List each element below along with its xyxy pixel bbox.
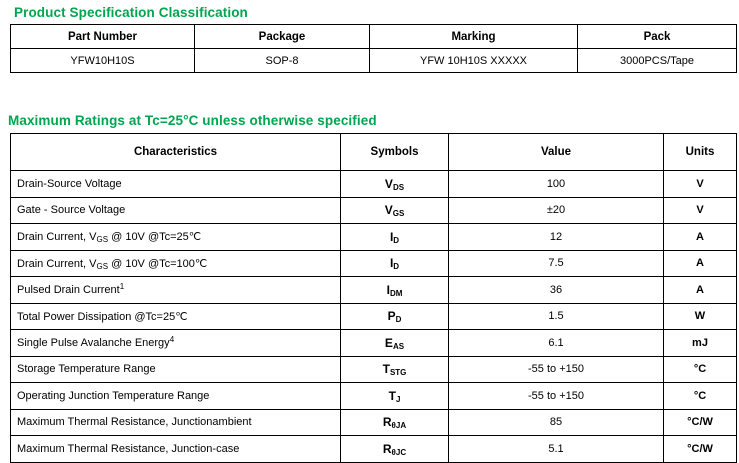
cell-value: 85	[449, 409, 664, 436]
symbol-main: T	[388, 388, 396, 403]
page-title-maximum-ratings: Maximum Ratings at Tc=25°C unless otherwise specified	[8, 113, 377, 128]
symbol-subscript: STG	[389, 368, 407, 378]
table-row	[11, 383, 737, 410]
symbol-main: T	[382, 362, 390, 377]
column-header-value: Value	[449, 134, 664, 171]
symbol-main: P	[387, 309, 396, 324]
cell-characteristic: Storage Temperature Range	[11, 356, 341, 383]
symbol-subscript: GS	[392, 209, 405, 219]
symbol-subscript: D	[393, 235, 400, 245]
cell-symbol	[341, 436, 449, 463]
table-row	[11, 224, 737, 251]
symbol-main: V	[384, 203, 393, 218]
symbol-main: I	[389, 256, 394, 271]
symbol-subscript: θJC	[391, 447, 407, 457]
cell-unit: V	[664, 197, 737, 224]
cell-value: 100	[449, 171, 664, 198]
cell-symbol	[341, 224, 449, 251]
table-row	[11, 49, 737, 73]
cell-value: -55 to +150	[449, 356, 664, 383]
column-header-symbols: Symbols	[341, 134, 449, 171]
cell-symbol	[341, 383, 449, 410]
table-row	[11, 303, 737, 330]
symbol-main: V	[384, 176, 393, 191]
symbol-main: R	[382, 415, 392, 430]
cell-characteristic: Drain-Source Voltage	[11, 171, 341, 198]
symbol-subscript: DS	[392, 182, 405, 192]
cell-symbol	[341, 356, 449, 383]
table-row	[11, 356, 737, 383]
cell-unit: A	[664, 224, 737, 251]
cell-characteristic: Maximum Thermal Resistance, Junctionambient	[11, 409, 341, 436]
cell-unit: °C/W	[664, 409, 737, 436]
table-header-row	[11, 25, 737, 49]
cell-unit: °C	[664, 383, 737, 410]
column-header-units: Units	[664, 134, 737, 171]
symbol-main: R	[382, 441, 392, 456]
cell-symbol	[341, 303, 449, 330]
cell-unit: °C/W	[664, 436, 737, 463]
cell-symbol	[341, 409, 449, 436]
cell-characteristic: Maximum Thermal Resistance, Junction-case	[11, 436, 341, 463]
symbol-subscript: θJA	[391, 421, 407, 431]
cell-value: 6.1	[449, 330, 664, 357]
cell-unit: V	[664, 171, 737, 198]
cell-value: 36	[449, 277, 664, 304]
column-header-package: Package	[195, 25, 370, 49]
table-row	[11, 436, 737, 463]
cell-characteristic: Single Pulse Avalanche Energy$^4$	[11, 330, 341, 357]
column-header-part-number: Part Number	[11, 25, 195, 49]
cell-pack: 3000PCS/Tape	[578, 49, 737, 73]
cell-value: 5.1	[449, 436, 664, 463]
characteristic-subscript: GS	[96, 261, 109, 271]
table-row	[11, 171, 737, 198]
characteristic-subscript: GS	[96, 235, 109, 245]
column-header-marking: Marking	[370, 25, 578, 49]
section-spacer	[6, 73, 733, 113]
cell-value: 7.5	[449, 250, 664, 277]
cell-symbol	[341, 330, 449, 357]
cell-value: -55 to +150	[449, 383, 664, 410]
symbol-subscript: J	[395, 394, 401, 404]
cell-characteristic: Gate - Source Voltage	[11, 197, 341, 224]
cell-characteristic: Drain Current, $V_{GS}$ @ 10V @Tc=100℃	[11, 250, 341, 277]
cell-value: 12	[449, 224, 664, 251]
table-row	[11, 197, 737, 224]
classification-table	[10, 24, 737, 73]
table-row	[11, 409, 737, 436]
cell-part-number: YFW10H10S	[11, 49, 195, 73]
characteristic-footnote-marker: 4	[169, 334, 175, 344]
table-row	[11, 250, 737, 277]
column-header-pack: Pack	[578, 25, 737, 49]
cell-value: ±20	[449, 197, 664, 224]
cell-symbol	[341, 171, 449, 198]
cell-unit: W	[664, 303, 737, 330]
cell-unit: A	[664, 277, 737, 304]
symbol-subscript: DM	[389, 288, 403, 298]
table-row	[11, 330, 737, 357]
cell-characteristic: Operating Junction Temperature Range	[11, 383, 341, 410]
maximum-ratings-table	[10, 133, 737, 463]
symbol-subscript: AS	[392, 341, 405, 351]
cell-unit: A	[664, 250, 737, 277]
table-row	[11, 277, 737, 304]
cell-unit: mJ	[664, 330, 737, 357]
symbol-main: E	[384, 335, 393, 350]
cell-marking: YFW 10H10S XXXXX	[370, 49, 578, 73]
page-title-classification: Product Specification Classification	[14, 5, 248, 20]
cell-package: SOP-8	[195, 49, 370, 73]
cell-symbol	[341, 250, 449, 277]
cell-value: 1.5	[449, 303, 664, 330]
cell-unit: °C	[664, 356, 737, 383]
cell-symbol	[341, 197, 449, 224]
symbol-main: I	[389, 229, 394, 244]
cell-characteristic: Pulsed Drain Current$^1$	[11, 277, 341, 304]
symbol-main: I	[386, 282, 390, 297]
column-header-characteristics: Characteristics	[11, 134, 341, 171]
symbol-subscript: D	[395, 315, 402, 325]
cell-symbol	[341, 277, 449, 304]
cell-characteristic: Drain Current, $V_{GS}$ @ 10V @Tc=25℃	[11, 224, 341, 251]
symbol-subscript: D	[393, 262, 400, 272]
cell-characteristic: Total Power Dissipation @Tc=25℃	[11, 303, 341, 330]
table-header-row	[11, 134, 737, 171]
characteristic-footnote-marker: 1	[119, 281, 125, 291]
